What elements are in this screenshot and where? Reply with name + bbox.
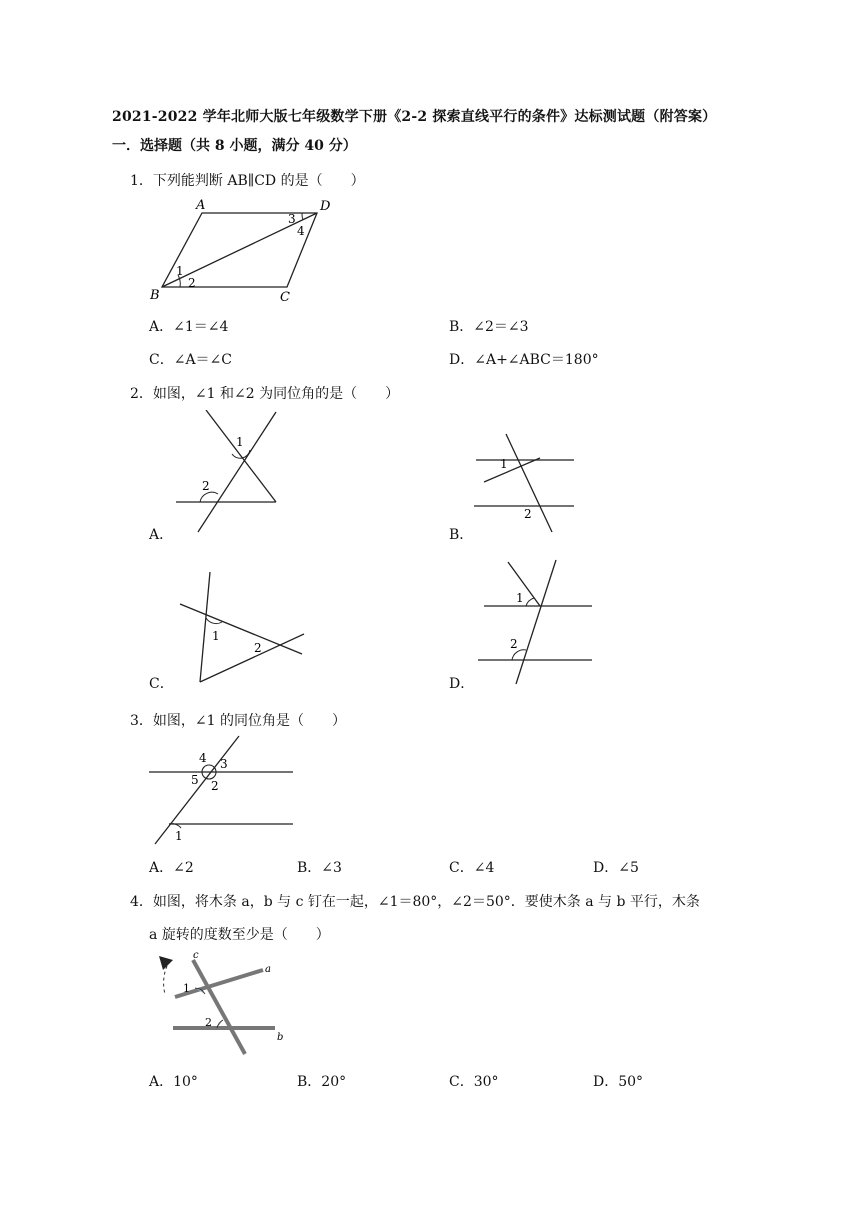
- q2-option-a[interactable]: A．: [149, 527, 174, 543]
- q2-option-c[interactable]: C．: [149, 676, 174, 692]
- q4-option-c[interactable]: C．30°: [449, 1074, 499, 1090]
- q1-label-D: D: [320, 199, 331, 214]
- q1-option-a[interactable]: A．∠1＝∠4: [149, 319, 229, 335]
- q1-label-B: B: [150, 288, 160, 303]
- q3-angle-4: 4: [199, 751, 207, 765]
- q1-angle-3: 3: [288, 212, 296, 226]
- section-heading: 一．选择题（共 8 小题，满分 40 分）: [112, 138, 357, 154]
- q2-figure-c: [170, 570, 310, 688]
- q2a-angle-2: 2: [202, 479, 210, 493]
- q4-label-c: c: [193, 950, 199, 961]
- q1-option-c[interactable]: C．∠A＝∠C: [149, 352, 232, 368]
- question-3-figure: [145, 732, 300, 847]
- q1-angle-2: 2: [188, 276, 196, 290]
- q2a-angle-1: 1: [236, 435, 244, 449]
- q2c-angle-2: 2: [254, 641, 262, 655]
- q2b-angle-1: 1: [500, 457, 508, 471]
- q1-angle-4: 4: [297, 224, 305, 238]
- q3-option-d[interactable]: D．∠5: [593, 860, 639, 876]
- q3-option-c[interactable]: C．∠4: [449, 860, 495, 876]
- q2-figure-a: [170, 410, 290, 535]
- q4-label-b: b: [277, 1032, 284, 1043]
- q2c-angle-1: 1: [212, 629, 220, 643]
- question-1-stem: 1．下列能判断 AB∥CD 的是（ ）: [130, 173, 365, 189]
- q2-figure-b: [470, 432, 580, 537]
- q2-figure-d: [474, 558, 599, 688]
- q4-option-b[interactable]: B．20°: [297, 1074, 347, 1090]
- question-4-stem-line1: 4．如图，将木条 a，b 与 c 钉在一起，∠1＝80°，∠2＝50°．要使木条 a 与 b 平行，木条: [130, 894, 700, 910]
- q1-option-d[interactable]: D．∠A+∠ABC＝180°: [449, 352, 599, 368]
- question-4-stem-line2: a 旋转的度数至少是（ ）: [149, 927, 330, 943]
- q1-option-b[interactable]: B．∠2＝∠3: [449, 319, 529, 335]
- q3-option-b[interactable]: B．∠3: [297, 860, 342, 876]
- q3-angle-3: 3: [220, 757, 228, 771]
- q4-option-a[interactable]: A．10°: [149, 1074, 198, 1090]
- q2d-angle-1: 1: [516, 591, 524, 605]
- q3-angle-1: 1: [175, 829, 183, 843]
- q2-option-b[interactable]: B．: [449, 527, 474, 543]
- q1-label-C: C: [280, 290, 290, 305]
- question-2-stem: 2．如图，∠1 和∠2 为同位角的是（ ）: [130, 386, 400, 402]
- document-title: 2021-2022 学年北师大版七年级数学下册《2-2 探索直线平行的条件》达标测试题（附答案）: [112, 109, 717, 125]
- q4-angle-1: 1: [183, 982, 190, 995]
- question-4-figure: [145, 948, 295, 1060]
- question-1-figure: [140, 195, 340, 305]
- q4-option-d[interactable]: D．50°: [593, 1074, 644, 1090]
- q3-angle-5: 5: [191, 773, 199, 787]
- q2-option-d[interactable]: D．: [449, 676, 475, 692]
- q1-angle-1: 1: [176, 264, 184, 278]
- question-3-stem: 3．如图，∠1 的同位角是（ ）: [130, 713, 346, 729]
- q4-label-a: a: [265, 964, 271, 975]
- q3-angle-2: 2: [211, 779, 219, 793]
- q4-angle-2: 2: [205, 1016, 212, 1029]
- q2d-angle-2: 2: [510, 637, 518, 651]
- q3-option-a[interactable]: A．∠2: [149, 860, 194, 876]
- q1-label-A: A: [196, 198, 206, 213]
- q2b-angle-2: 2: [524, 507, 532, 521]
